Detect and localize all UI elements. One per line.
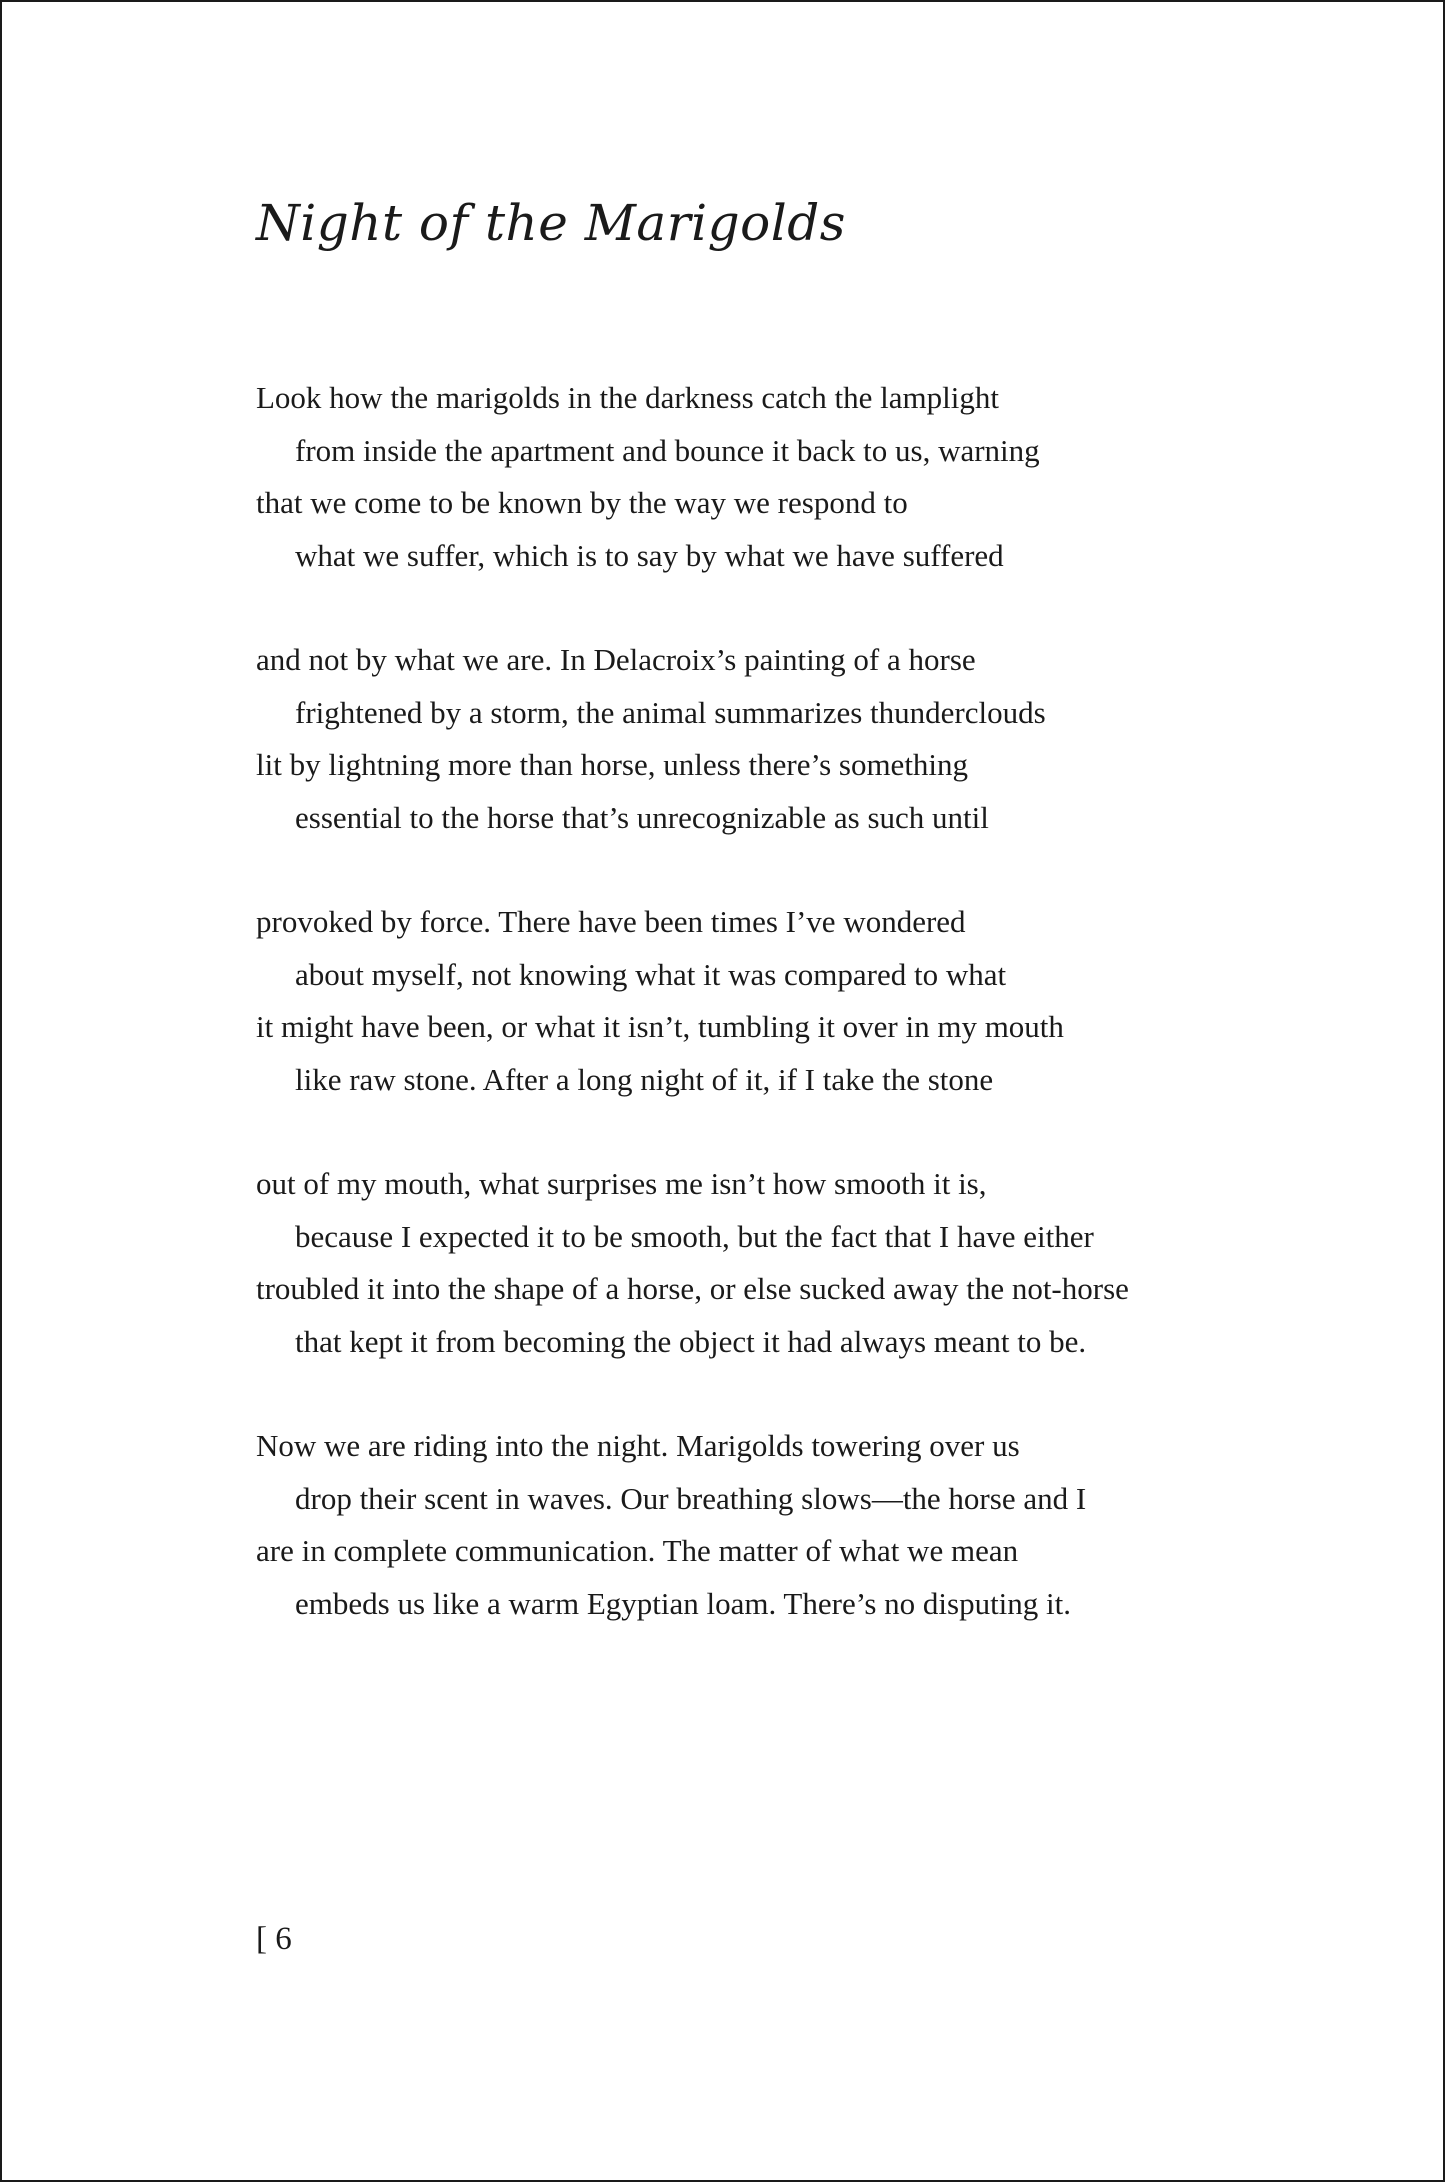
poem-line: troubled it into the shape of a horse, or else sucked away the not-horse — [256, 1271, 1129, 1306]
poem-line: and not by what we are. In Delacroix’s painting of a horse — [256, 642, 976, 677]
stanza-4 — [256, 1158, 1256, 1368]
poem-line: Now we are riding into the night. Marigolds towering over us — [256, 1428, 1020, 1463]
stanza-3 — [256, 896, 1256, 1106]
poem-line: lit by lightning more than horse, unless there’s something — [256, 747, 969, 782]
poem-line: Look how the marigolds in the darkness catch the lamplight — [256, 380, 999, 415]
poem-line: that we come to be known by the way we respond to — [256, 485, 908, 520]
poem-line-indented: embeds us like a warm Egyptian loam. There’s no disputing it. — [295, 1585, 1072, 1621]
poem-line-indented: frightened by a storm, the animal summarizes thunderclouds — [295, 694, 1046, 730]
poem-line-indented: what we suffer, which is to say by what we have suffered — [295, 537, 1004, 573]
poem-line-indented: about myself, not knowing what it was compared to what — [295, 956, 1007, 992]
poem-line-indented: essential to the horse that’s unrecognizable as such until — [295, 799, 989, 835]
page-number: [ 6 — [256, 1921, 292, 1957]
poem-line: are in complete communication. The matter of what we mean — [256, 1533, 1019, 1568]
poem-body — [256, 372, 1256, 1682]
stanza-1 — [256, 372, 1256, 582]
poem-line: provoked by force. There have been times I’ve wondered — [256, 904, 966, 939]
poem-title: Night of the Marigolds — [256, 194, 846, 252]
poem-line-indented: because I expected it to be smooth, but the fact that I have either — [295, 1218, 1094, 1254]
poem-line: it might have been, or what it isn’t, tumbling it over in my mouth — [256, 1009, 1064, 1044]
poem-line-indented: from inside the apartment and bounce it back to us, warning — [295, 432, 1040, 468]
poem-line-indented: drop their scent in waves. Our breathing slows—the horse and I — [295, 1480, 1087, 1516]
stanza-5 — [256, 1420, 1256, 1630]
poem-line-indented: that kept it from becoming the object it had always meant to be. — [295, 1323, 1087, 1359]
stanza-2 — [256, 634, 1256, 844]
poem-line-indented: like raw stone. After a long night of it, if I take the stone — [295, 1061, 994, 1097]
poem-line: out of my mouth, what surprises me isn’t how smooth it is, — [256, 1166, 987, 1201]
